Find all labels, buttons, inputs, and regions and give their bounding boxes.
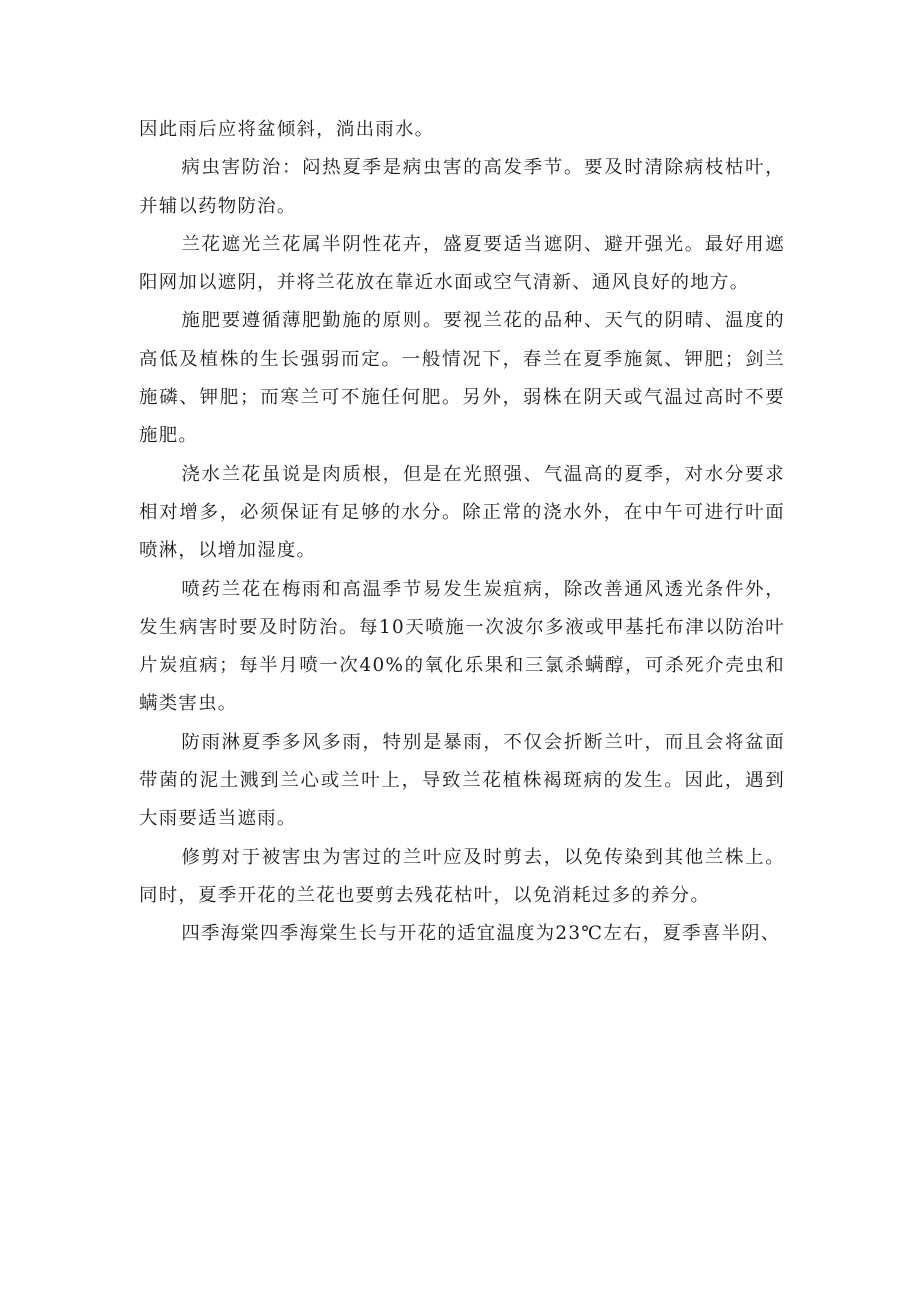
paragraph-begonia: 四季海棠四季海棠生长与开花的适宜温度为23℃左右，夏季喜半阴、 (181, 923, 781, 945)
paragraph-watering: 浇水兰花虽说是肉质根，但是在光照强、气温高的夏季，对水分要求相对增多，必须保证有足够的水分。除正常的浇水外，在中午可进行叶面喷淋，以增加湿度。 (139, 463, 785, 562)
document-body (139, 111, 785, 954)
paragraph-pest-control: 病虫害防治：闷热夏季是病虫害的高发季节。要及时清除病枝枯叶，并辅以药物防治。 (139, 157, 785, 217)
paragraph-spraying: 喷药兰花在梅雨和高温季节易发生炭疽病，除改善通风透光条件外，发生病害时要及时防治。每10天喷施一次波尔多液或甲基托布津以防治叶片炭疽病；每半月喷一次40%的氧化乐果和三氯杀螨醇，可杀死介壳虫和螨类害虫。 (139, 578, 785, 715)
paragraph-rain-protection: 防雨淋夏季多风多雨，特别是暴雨，不仅会折断兰叶，而且会将盆面带菌的泥土溅到兰心或兰叶上，导致兰花植株褐斑病的发生。因此，遇到大雨要适当遮雨。 (139, 731, 785, 830)
paragraph-rain-drain: 因此雨后应将盆倾斜，淌出雨水。 (139, 119, 435, 140)
paragraph-pruning: 修剪对于被害虫为害过的兰叶应及时剪去，以免传染到其他兰株上。同时，夏季开花的兰花也要剪去残花枯叶，以免消耗过多的养分。 (139, 846, 785, 906)
paragraph-shading: 兰花遮光兰花属半阴性花卉，盛夏要适当遮阴、避开强光。最好用遮阳网加以遮阴，并将兰花放在靠近水面或空气清新、通风良好的地方。 (139, 233, 785, 294)
paragraph-fertilizing: 施肥要遵循薄肥勤施的原则。要视兰花的品种、天气的阴晴、温度的高低及植株的生长强弱而定。一般情况下，春兰在夏季施氮、钾肥；剑兰施磷、钾肥；而寒兰可不施任何肥。另外，弱株在阴天或气温过高时不要施肥。 (139, 310, 785, 447)
